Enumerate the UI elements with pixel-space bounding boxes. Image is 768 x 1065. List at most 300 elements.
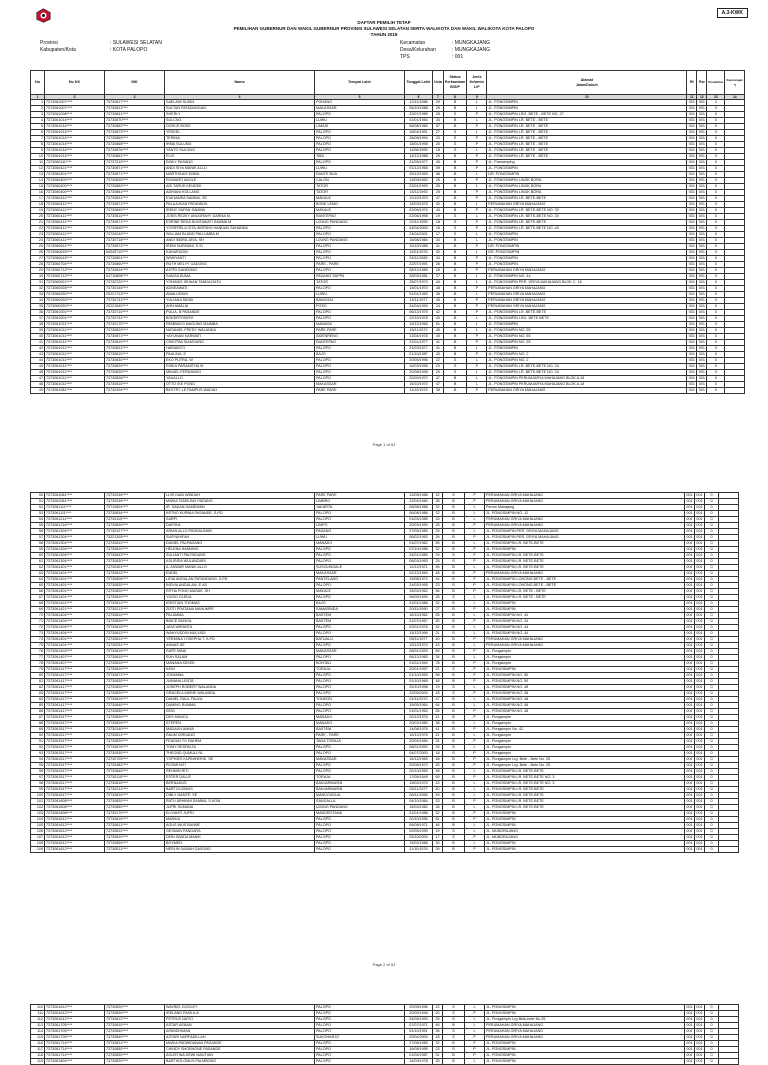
table-cell: 34	[31, 298, 45, 304]
table-cell: BAJO	[315, 352, 405, 358]
table-cell: 01/01/1983	[405, 292, 433, 298]
table-cell: 001	[688, 136, 695, 140]
table-cell: JL. PONGSIMPIN LR. BETE-BETE	[485, 799, 685, 805]
table-cell: IRENI NURHANI, S.Si	[165, 244, 315, 250]
table-cell: 67	[31, 595, 45, 601]
column-number: 11	[687, 95, 697, 100]
table-cell: L	[465, 505, 485, 511]
page-1	[0, 0, 768, 460]
table-row	[31, 1059, 739, 1065]
table-cell: 42	[433, 310, 444, 316]
table-cell: 8	[31, 142, 45, 148]
table-cell: B	[443, 322, 467, 328]
table-cell: 14/12/1988	[405, 154, 433, 160]
table-cell: 17	[31, 196, 45, 202]
table-cell: 0	[705, 829, 719, 835]
table-cell: 001	[698, 142, 705, 146]
table-cell: PALOPO	[315, 703, 405, 709]
table-row	[31, 847, 739, 853]
table-cell: L	[465, 733, 485, 739]
table-cell: EVA MARIA SAMMA, SE	[165, 196, 315, 202]
table-cell: 39	[31, 328, 45, 334]
table-cell: 7373061612****	[45, 817, 105, 823]
table-cell: 001	[688, 214, 695, 218]
table-cell: 20/05/1996	[405, 1005, 433, 1011]
table-cell: 001	[696, 733, 703, 737]
table-cell: 001	[686, 685, 693, 689]
table-cell: 001	[686, 523, 693, 527]
table-cell: 001	[686, 499, 693, 503]
table-cell: BASTEM	[315, 619, 405, 625]
table-cell: JL. Pongsimpin	[485, 739, 685, 745]
table-cell: 24/03/1995	[405, 583, 433, 589]
table-cell: L	[467, 232, 487, 238]
table-cell: 91	[31, 739, 45, 745]
col-usia-header: Usia	[433, 71, 444, 95]
table-cell: UJUNG PANDANG	[315, 220, 405, 226]
table-cell: INDVIA ANDULAN. E.AS	[165, 583, 315, 589]
table-cell: 73730510****	[105, 382, 165, 388]
table-cell: 001	[686, 553, 693, 557]
table-cell: JAYA WIRANTA	[165, 625, 315, 631]
table-cell: 29	[31, 268, 45, 274]
table-cell: 13/04/1978	[405, 334, 433, 340]
table-cell: 29	[433, 100, 444, 106]
table-cell: L	[465, 1059, 485, 1065]
table-cell: 73730830****	[105, 619, 165, 625]
table-cell: 35	[31, 304, 45, 310]
table-cell: 19	[433, 685, 443, 691]
table-cell: JUMANA LENTA	[165, 679, 315, 685]
table-cell: PADANG	[315, 529, 405, 535]
table-cell: MANDROTANA	[315, 811, 405, 817]
table-cell: 6	[31, 130, 45, 136]
table-cell: 73730810****	[105, 352, 165, 358]
table-cell: 001	[696, 1035, 703, 1039]
table-cell: 18	[31, 202, 45, 208]
table-cell: 001	[686, 625, 693, 629]
table-cell: 54	[31, 517, 45, 523]
table-cell: 23/01/1993	[405, 184, 433, 190]
table-cell: YOPHIES KURNIHERIE, SE	[165, 757, 315, 763]
table-cell: 73730812****	[105, 1017, 165, 1023]
table-cell: 7373061421****	[45, 607, 105, 613]
table-cell: 25	[433, 190, 444, 196]
table-cell: L	[465, 781, 485, 787]
table-cell: RITHA PONO MASAK. SH	[165, 589, 315, 595]
table-cell: PULIA, B PASANDE	[165, 310, 315, 316]
table-cell: 73730110****	[105, 775, 165, 781]
table-cell: 7373061011****	[45, 358, 105, 364]
table-cell: 73730850****	[105, 1047, 165, 1053]
table-cell: L	[467, 106, 487, 112]
table-cell: 7373061011****	[45, 370, 105, 376]
table-cell: 001	[698, 274, 705, 278]
table-cell: 001	[696, 625, 703, 629]
table-cell: 73730211****	[105, 787, 165, 793]
table-cell: EKO PUTRA. W	[165, 358, 315, 364]
table-cell: 001	[696, 685, 703, 689]
desa-value: : MUNGKAJANG	[452, 47, 491, 53]
table-cell: PARE PARE	[315, 493, 405, 499]
table-cell: 7373061014****	[45, 136, 105, 142]
table-cell: 44	[433, 280, 444, 286]
table-cell: PALOPO	[315, 547, 405, 553]
table-cell: DANIEL PALPADANG	[165, 541, 315, 547]
table-cell: 001	[688, 298, 695, 302]
table-cell: S	[443, 1035, 465, 1041]
table-cell: 0	[707, 280, 725, 286]
table-cell: 64	[31, 577, 45, 583]
table-cell: 100	[31, 793, 45, 799]
table-cell: 46	[433, 565, 443, 571]
table-cell: S	[443, 1005, 465, 1011]
table-cell: SIDENRENG	[315, 334, 405, 340]
table-cell: 26	[31, 250, 45, 256]
table-cell: S	[443, 691, 465, 697]
table-cell: 0	[705, 1059, 719, 1065]
table-cell: 7373061417****	[45, 697, 105, 703]
table-cell: 7373061612****	[45, 847, 105, 853]
table-cell: 001	[696, 1005, 703, 1009]
table-cell: 7373060411****	[45, 238, 105, 244]
table-cell: 01/03/1985	[405, 517, 433, 523]
table-cell: 0	[705, 775, 719, 781]
table-cell: 7373060411****	[45, 214, 105, 220]
table-cell: 001	[696, 511, 703, 515]
table-cell: 22/05/2000	[405, 691, 433, 697]
table-cell: 02/01/1976	[405, 625, 433, 631]
table-cell: 0	[705, 811, 719, 817]
table-cell: 73730871****	[105, 220, 165, 226]
table-cell: 0	[707, 208, 725, 214]
table-cell: 20/12/1976	[405, 715, 433, 721]
table-cell: B	[443, 757, 465, 763]
table-cell: 85	[31, 703, 45, 709]
table-cell: 01/04/1987	[405, 1053, 433, 1059]
table-cell: L	[465, 721, 485, 727]
table-cell: 7373061407****	[45, 661, 105, 667]
table-cell: 0	[705, 847, 719, 853]
table-cell: 0	[705, 727, 719, 733]
table-cell: 001	[686, 709, 693, 713]
table-cell: 7373061517****	[45, 721, 105, 727]
table-cell: 7373061517****	[45, 751, 105, 757]
table-cell: 01/01/1963	[405, 709, 433, 715]
table-cell: JL. PONGSIMPIN NO. 2	[487, 352, 687, 358]
table-cell: 25	[433, 595, 443, 601]
table-cell: JL. PONGSIMPIN LR. BETE - BETE	[487, 130, 687, 136]
page-2	[0, 492, 768, 982]
table-cell: 7373061517****	[45, 781, 105, 787]
table-cell: 7373060411****	[45, 220, 105, 226]
table-cell: 103	[31, 811, 45, 817]
table-cell: 0	[707, 304, 725, 310]
table-cell: TATOR	[315, 190, 405, 196]
table-cell: 73730830****	[105, 799, 165, 805]
table-cell: PALOPO	[315, 595, 405, 601]
table-cell: 001	[686, 847, 693, 851]
table-cell: 02/12/1969	[405, 571, 433, 577]
table-cell: 7373061081****	[45, 499, 105, 505]
table-cell: 7373061011****	[45, 340, 105, 346]
table-cell: 47	[433, 376, 444, 382]
table-cell: 001	[696, 577, 703, 581]
table-cell: 001	[698, 124, 705, 128]
table-cell: B	[443, 334, 467, 340]
table-cell: 0	[705, 793, 719, 799]
table-cell: 0	[705, 1017, 719, 1023]
table-cell: 001	[696, 703, 703, 707]
table-cell: RISKA PARAMITHA W	[165, 364, 315, 370]
table-cell: 0	[707, 262, 725, 268]
table-cell: BANJARMASIN	[315, 787, 405, 793]
table-cell: 7373061714****	[45, 1047, 105, 1053]
table-cell: 12	[31, 166, 45, 172]
table-cell: 118	[31, 1053, 45, 1059]
table-cell: BESTRY LE PAMPUS WADAH	[165, 388, 315, 394]
table-cell: 0	[707, 142, 725, 148]
table-cell: PALOPO	[315, 553, 405, 559]
table-cell: 73730710****	[105, 310, 165, 316]
table-cell: HARIANTO	[165, 346, 315, 352]
table-cell: 001	[688, 256, 695, 260]
table-cell: 86	[31, 709, 45, 715]
table-cell: PALOPO	[315, 130, 405, 136]
table-cell: 73730720****	[105, 280, 165, 286]
table-cell: HELENA HANNING	[165, 547, 315, 553]
table-cell: 001	[696, 811, 703, 815]
table-cell: AWALUDDIN	[165, 292, 315, 298]
table-cell: 001	[688, 118, 695, 122]
table-cell: 14/08/1976	[405, 727, 433, 733]
table-cell: 001	[688, 178, 695, 182]
table-cell: B	[443, 505, 465, 511]
table-cell: 73730812****	[105, 571, 165, 577]
table-cell: PERUMAHAN GRIYA MAHAJANG	[487, 388, 687, 394]
table-cell: JL. PONGSIMPIN LR. BETE-BETE	[485, 805, 685, 811]
table-cell: 001	[686, 571, 693, 575]
table-cell: 105	[31, 823, 45, 829]
table-cell: JL. Pongsimpin	[485, 721, 685, 727]
table-cell: B	[443, 511, 465, 517]
table-cell: P	[467, 268, 487, 274]
table-cell: 0	[707, 238, 725, 244]
table-cell: JL. PONGSIMPIN	[487, 238, 687, 244]
table-cell: B	[443, 328, 467, 334]
table-cell: 001	[698, 166, 705, 170]
table-cell: P	[465, 1041, 485, 1047]
table-cell: P	[465, 835, 485, 841]
table-cell: 97	[31, 775, 45, 781]
table-cell: 34	[433, 118, 444, 124]
table-cell: 22/06/1998	[405, 214, 433, 220]
table-cell: JL. PONGSIMPIN LR. BETE-BETE	[485, 787, 685, 793]
table-cell: 43	[31, 352, 45, 358]
table-cell: JL. PONGSIMPIN NO. 50	[485, 679, 685, 685]
table-cell: 001	[686, 1047, 693, 1051]
table-cell: B	[443, 178, 467, 184]
table-cell: 62	[31, 565, 45, 571]
table-cell: MANDOUDUA	[315, 793, 405, 799]
table-cell: 73730840****	[105, 1029, 165, 1035]
table-cell: 39	[433, 847, 443, 853]
table-cell: MAKASSAR	[315, 571, 405, 577]
table-cell: 001	[696, 841, 703, 845]
table-cell: 24	[31, 238, 45, 244]
table-cell: B	[443, 709, 465, 715]
table-cell: MAKASSAR	[315, 757, 405, 763]
table-cell: 7373060712****	[45, 274, 105, 280]
table-cell: 73730876****	[105, 745, 165, 751]
table-cell: P	[465, 589, 485, 595]
table-cell: B	[443, 280, 467, 286]
table-cell: 7373061304****	[45, 529, 105, 535]
table-cell: 73730861****	[105, 154, 165, 160]
table-cell: PALOPO	[315, 1041, 405, 1047]
table-cell: 20	[433, 1011, 443, 1017]
table-cell: S	[443, 358, 467, 364]
table-cell: 20/05/1996	[405, 358, 433, 364]
table-cell: 06/11/1968	[405, 793, 433, 799]
table-cell: 7373061517****	[45, 763, 105, 769]
table-cell: CALON	[315, 178, 405, 184]
table-cell: 7373061401****	[45, 637, 105, 643]
table-cell: 104	[31, 817, 45, 823]
table-cell: 001	[696, 565, 703, 569]
table-cell: 001	[686, 1053, 693, 1057]
table-cell: 23	[433, 583, 443, 589]
table-cell: 73730741****	[105, 298, 165, 304]
table-cell: 41	[31, 340, 45, 346]
table-cell: 07/07/1971	[405, 1023, 433, 1029]
table-cell: 30	[433, 352, 444, 358]
table-cell: SHERLY	[165, 112, 315, 118]
table-cell: YOSIFRELA GITA INGRIHO HANDAN SAHANDA	[165, 226, 315, 232]
table-cell: 20/10/1956	[405, 817, 433, 823]
table-cell: L	[465, 655, 485, 661]
table-cell: 20/10/1969	[405, 769, 433, 775]
table-cell: 001	[698, 208, 705, 212]
table-cell: 001	[696, 499, 703, 503]
table-cell: 106	[31, 829, 45, 835]
table-cell: 001	[698, 316, 705, 320]
table-cell: 70	[31, 613, 45, 619]
table-cell: 7373061417****	[45, 691, 105, 697]
table-cell: 73730811****	[105, 823, 165, 829]
table-cell: 7373061011****	[45, 352, 105, 358]
table-cell: PERUMAHAN GRIYA MAHAJANG	[485, 1029, 685, 1035]
table-cell: 0	[707, 346, 725, 352]
table-cell: 12/12/1971	[405, 565, 433, 571]
table-cell: 15/11/1972	[405, 328, 433, 334]
table-cell: 0	[705, 757, 719, 763]
table-cell: JL. PONGSIMPIN	[487, 322, 687, 328]
table-cell: 73730731****	[105, 316, 165, 322]
table-cell: 001	[698, 376, 705, 380]
table-cell: B	[443, 817, 465, 823]
table-cell: JL. PONGSIMPIN NO. 44	[485, 625, 685, 631]
table-cell: DR. PONGSIMPIN	[487, 172, 687, 178]
table-cell: 001	[696, 817, 703, 821]
table-cell: 51	[433, 322, 444, 328]
table-cell: 73730810****	[105, 340, 165, 346]
table-cell: 73730820****	[105, 364, 165, 370]
table-cell: 01/10/1969	[405, 679, 433, 685]
table-cell: B	[443, 847, 465, 853]
table-cell: 001	[696, 781, 703, 785]
table-cell: P	[465, 757, 485, 763]
table-cell: 001	[688, 334, 695, 338]
table-cell: P	[465, 637, 485, 643]
table-cell: P	[465, 811, 485, 817]
table-cell: B	[443, 625, 465, 631]
table-cell: PALOPO	[315, 841, 405, 847]
table-cell: B	[443, 517, 465, 523]
table-cell: 40	[433, 334, 444, 340]
table-cell: L	[465, 787, 485, 793]
table-cell: TORAJA	[315, 667, 405, 673]
table-cell: 72	[31, 625, 45, 631]
table-cell: P	[465, 1035, 485, 1041]
table-cell: P	[465, 607, 485, 613]
table-cell: 10/10/1986	[405, 244, 433, 250]
table-cell: L	[467, 328, 487, 334]
table-cell: 0	[707, 154, 725, 160]
table-cell: 48	[433, 679, 443, 685]
column-number: 8	[443, 95, 467, 100]
table-cell: 12/10/1978	[405, 316, 433, 322]
table-cell: 001	[688, 388, 695, 392]
table-cell: L	[465, 745, 485, 751]
table-cell: PALOPO	[315, 244, 405, 250]
table-cell: SUKOHARJO	[315, 1035, 405, 1041]
table-cell: PERUMAHAN GRIYA MAHAJANG	[487, 268, 687, 274]
table-cell: L	[465, 703, 485, 709]
table-cell: JL. PONGSIMPIN LINGK BORA	[487, 190, 687, 196]
table-cell: PALOPO	[315, 1005, 405, 1011]
table-cell: 0	[705, 1011, 719, 1017]
table-cell	[719, 1059, 739, 1065]
table-cell: 0	[705, 763, 719, 769]
table-cell: 001	[688, 322, 695, 326]
table-cell: 20/01/1997	[405, 667, 433, 673]
table-cell: S	[443, 1017, 465, 1023]
table-cell: 001	[696, 1041, 703, 1045]
table-cell: 06/08/1971	[405, 823, 433, 829]
table-cell: 73730810****	[105, 613, 165, 619]
table-cell: 0	[707, 250, 725, 256]
table-cell: 35	[433, 292, 444, 298]
table-cell: 93	[31, 751, 45, 757]
table-cell: 001	[688, 280, 695, 284]
table-cell: 59	[31, 547, 45, 553]
table-cell: PALOPO	[315, 256, 405, 262]
table-cell: 28	[433, 523, 443, 529]
table-cell: L	[465, 529, 485, 535]
table-cell: 001	[698, 292, 705, 296]
table-cell: 73730820****	[105, 589, 165, 595]
table-cell: 7373060611****	[45, 244, 105, 250]
table-cell: RANTEPAO	[315, 340, 405, 346]
tps-label: TPS	[400, 54, 410, 60]
table-cell: 001	[698, 154, 705, 158]
table-cell: 32	[433, 547, 443, 553]
table-cell: 06/08/1986	[405, 505, 433, 511]
table-cell: UJUNG PANDANG	[315, 805, 405, 811]
table-cell: JL. PONGSIMPIN LR. BETE - BETE	[487, 118, 687, 124]
table-cell: BOYMEN	[165, 841, 315, 847]
